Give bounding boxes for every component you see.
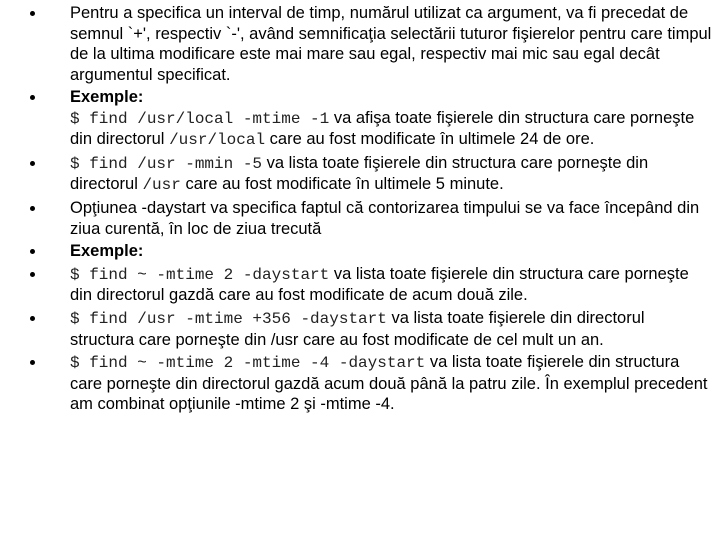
command-text: $ find ~ -mtime 2 -mtime -4 -daystart (70, 354, 426, 373)
bullet-dot-icon (30, 360, 35, 365)
bullet-text: Pentru a specifica un interval de timp, numărul utilizat ca argument, va fi precedat de semnul `+', respectiv `-', având semnificaţia selectării tuturor fişierelor pentru care timpul de la ultima modificare este mai mare sau egal, respectiv mai mic sau egal decât argumentul specificat. (70, 4, 712, 84)
bullet-dot-icon (30, 272, 35, 277)
bullet-dot-icon (30, 95, 35, 100)
directory-path: /usr/local (169, 131, 266, 150)
command-text: $ find /usr -mtime +356 -daystart (70, 310, 387, 329)
bullet-text: va lista toate fişierele din structura care porneşte din directorul (70, 153, 649, 194)
examples-heading: Exemple: (70, 88, 144, 107)
directory-path: /usr (142, 176, 181, 195)
bullet-example-mtime (0, 87, 712, 151)
bullet-text: va lista toate fişierele din structura care porneşte din directorul gazdă acum două până la patru zile. În exemplul precedent am combinat opţiunile -mtime 2 şi -mtime -4. (70, 353, 708, 414)
bullet-example-daystart-home (0, 264, 712, 306)
command-text: $ find ~ -mtime 2 -daystart (70, 265, 330, 284)
bullet-example-combined (0, 352, 712, 415)
bullet-example-mmin (0, 153, 712, 196)
command-text: $ find /usr -mmin -5 (70, 154, 263, 173)
bullet-list (0, 3, 712, 415)
bullet-text: va lista toate fişierele din directorul structura care porneşte din /usr care au fost modificate de cel mult un an. (70, 309, 645, 349)
bullet-text: va lista toate fişierele din structura care porneşte din directorul gazdă care au fost modificate de acum două zile. (70, 264, 689, 305)
bullet-text: Opţiunea -daystart va specifica faptul că contorizarea timpului se va face începând din ziua curentă, în loc de ziua trecută (70, 199, 700, 238)
bullet-dot-icon (30, 206, 35, 211)
bullet-interval (0, 3, 712, 85)
bullet-example-daystart-usr (0, 308, 712, 350)
command-text: $ find /usr/local -mtime -1 (70, 109, 330, 128)
bullet-dot-icon (30, 316, 35, 321)
bullet-dot-icon (30, 11, 35, 16)
bullet-examples-heading (0, 241, 712, 262)
bullet-daystart (0, 198, 712, 239)
bullet-text: care au fost modificate în ultimele 24 de ore. (265, 130, 595, 149)
bullet-dot-icon (30, 249, 35, 254)
bullet-text: care au fost modificate în ultimele 5 minute. (180, 175, 504, 194)
bullet-text: va afişa toate fişierele din structura care porneşte din directorul (70, 108, 695, 149)
bullet-dot-icon (30, 161, 35, 166)
examples-heading: Exemple: (70, 242, 144, 261)
